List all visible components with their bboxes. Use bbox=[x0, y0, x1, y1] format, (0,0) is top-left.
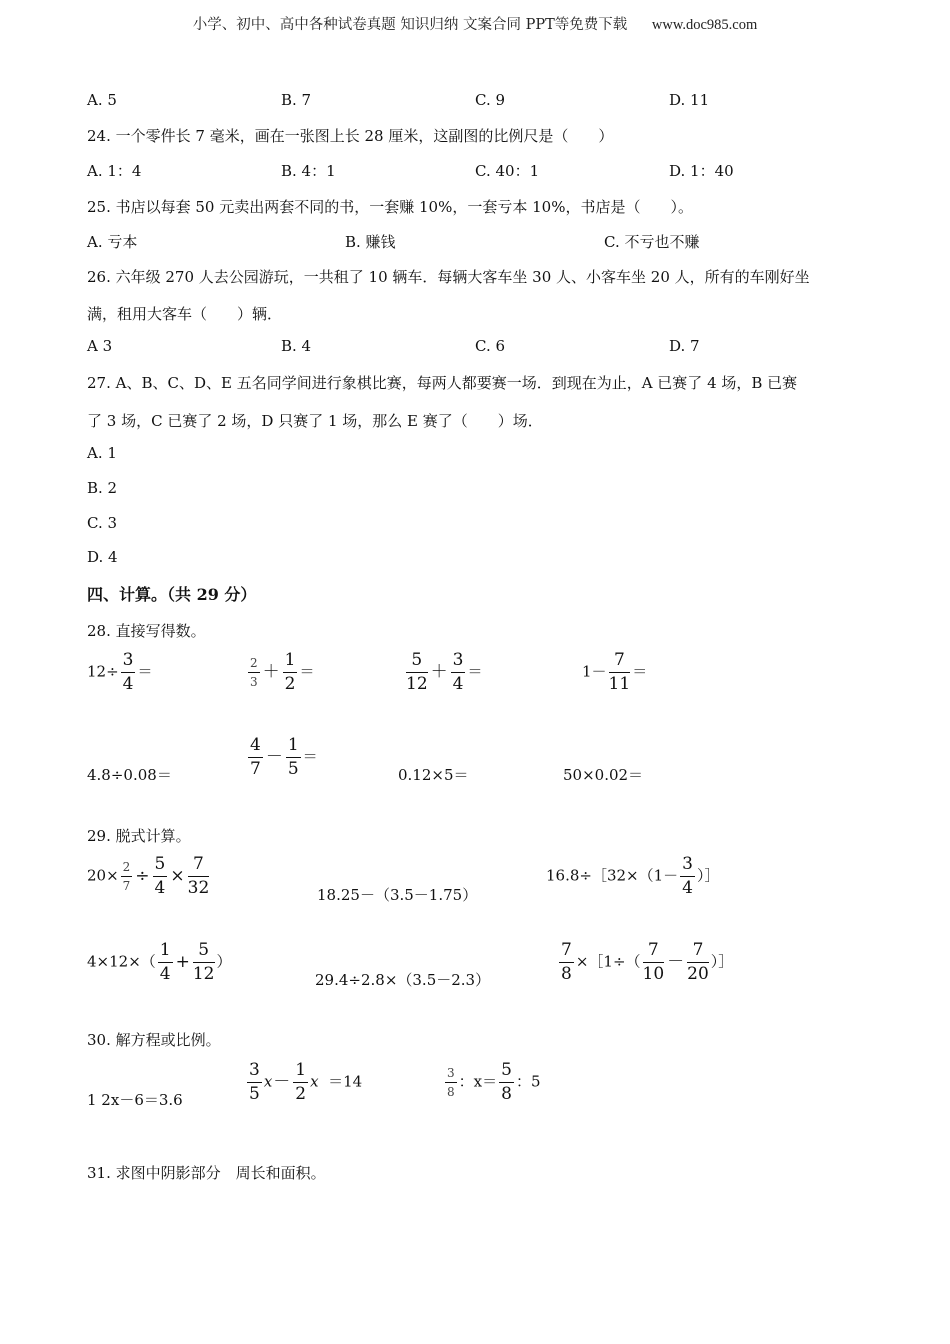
q29-expr-1: 20× $\frac{2}{7}$ ÷ $\frac{5}{4}$ × $\frac{7}{32}$ bbox=[87, 854, 210, 898]
q25-option-c: C. 不亏也不赚 bbox=[604, 233, 700, 251]
q27-option-a: A. 1 bbox=[87, 444, 117, 462]
q29-expr-6: $\frac{7}{8}$ ×［1÷（ $\frac{7}{10}$ － $\frac{7}{20}$ ）］ bbox=[561, 940, 734, 984]
q29-expr-5: 29.4÷2.8×（3.5－2.3） bbox=[315, 971, 491, 989]
q25-option-b: B. 赚钱 bbox=[345, 233, 396, 251]
q25-option-a: A. 亏本 bbox=[87, 233, 138, 251]
q30-expr-3: $\frac{3}{8}$ ：x＝ $\frac{5}{8}$ ：5 bbox=[447, 1060, 541, 1104]
q29-expr-2: 18.25－（3.5－1.75） bbox=[317, 886, 478, 904]
section-heading: 四、计算。（共 29 分） bbox=[87, 585, 257, 604]
q24-option-b: B. 4：1 bbox=[281, 162, 336, 180]
q28-expr-1: 12÷ $\frac{3}{4}$ ＝ bbox=[87, 650, 153, 694]
q28-expr-7: 0.12×5＝ bbox=[398, 766, 469, 784]
q26-stem-line2: 满，租用大客车（ ）辆． bbox=[87, 305, 283, 323]
q29-title: 29. 脱式计算。 bbox=[87, 827, 191, 845]
q23-option-d: D. 11 bbox=[669, 91, 710, 109]
page-header bbox=[0, 13, 950, 34]
q30-expr-1: 1 2x－6＝3.6 bbox=[87, 1091, 183, 1109]
q31-title: 31. 求图中阴影部分 周长和面积。 bbox=[87, 1164, 326, 1182]
q26-option-b: B. 4 bbox=[281, 337, 312, 355]
q23-option-b: B. 7 bbox=[281, 91, 312, 109]
q26-option-d: D. 7 bbox=[669, 337, 700, 355]
q27-option-c: C. 3 bbox=[87, 514, 118, 532]
q27-stem-line1: 27. A、B、C、D、E 五名同学间进行象棋比赛，每两人都要赛一场．到现在为止，A 已赛了 4 场，B 已赛 bbox=[87, 374, 798, 392]
q26-option-c: C. 6 bbox=[475, 337, 506, 355]
q24-option-c: C. 40：1 bbox=[475, 162, 540, 180]
q27-option-d: D. 4 bbox=[87, 548, 118, 566]
q29-expr-4: 4×12×（ $\frac{1}{4}$ + $\frac{5}{12}$ ） bbox=[87, 940, 232, 984]
q29-expr-3: 16.8÷［32×（1－ $\frac{3}{4}$ ）］ bbox=[546, 854, 720, 898]
q30-expr-2: $\frac{3}{5}$ x－ $\frac{1}{2}$ x ＝14 bbox=[249, 1060, 363, 1104]
q28-expr-4: 1－ $\frac{7}{11}$ ＝ bbox=[582, 650, 648, 694]
header-url[interactable]: www.doc985.com bbox=[651, 17, 758, 33]
q26-option-a: A 3 bbox=[87, 337, 113, 355]
q28-expr-2: $\frac{2}{3}$ ＋ $\frac{1}{2}$ ＝ bbox=[250, 650, 315, 694]
q28-expr-3: $\frac{5}{12}$ ＋ $\frac{3}{4}$ ＝ bbox=[406, 650, 483, 694]
q24-option-a: A. 1：4 bbox=[87, 162, 142, 180]
header-text: 小学、初中、高中各种试卷真题 知识归纳 文案合同 PPT等免费下载 bbox=[192, 17, 628, 33]
q25-stem: 25. 书店以每套 50 元卖出两套不同的书，一套赚 10%，一套亏本 10%，书店是（ ）。 bbox=[87, 198, 693, 216]
q24-option-d: D. 1：40 bbox=[669, 162, 734, 180]
q23-option-c: C. 9 bbox=[475, 91, 506, 109]
q28-expr-8: 50×0.02＝ bbox=[563, 766, 644, 784]
q23-option-a: A. 5 bbox=[87, 91, 117, 109]
q28-title: 28. 直接写得数。 bbox=[87, 622, 206, 640]
q28-expr-5: 4.8÷0.08＝ bbox=[87, 766, 172, 784]
q28-expr-6: $\frac{4}{7}$ － $\frac{1}{5}$ ＝ bbox=[250, 735, 318, 779]
q27-option-b: B. 2 bbox=[87, 479, 118, 497]
q26-stem-line1: 26. 六年级 270 人去公园游玩，一共租了 10 辆车．每辆大客车坐 30 人、小客车坐 20 人，所有的车刚好坐 bbox=[87, 268, 810, 286]
q24-stem: 24. 一个零件长 7 毫米，画在一张图上长 28 厘米，这副图的比例尺是（ ） bbox=[87, 127, 614, 145]
q27-stem-line2: 了 3 场，C 已赛了 2 场，D 只赛了 1 场，那么 E 赛了（ ）场． bbox=[87, 412, 543, 430]
q30-title: 30. 解方程或比例。 bbox=[87, 1031, 221, 1049]
